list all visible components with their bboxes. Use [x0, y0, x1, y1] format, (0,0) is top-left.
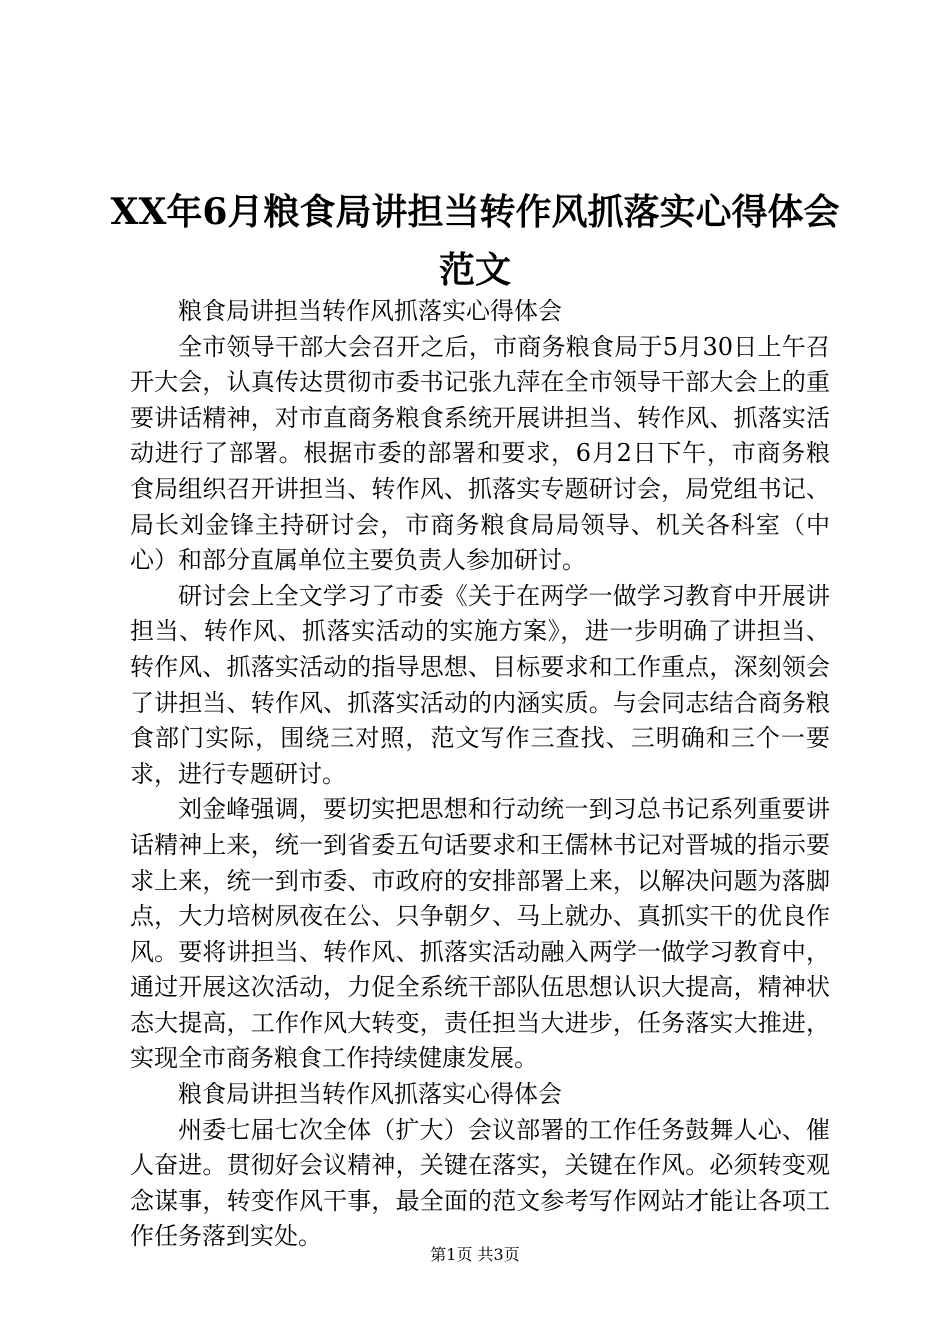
section-heading-1: 粮食局讲担当转作风抓落实心得体会 [178, 297, 562, 325]
paragraph-plenary-session: 州委七届七次全体（扩大）会议部署的工作任务鼓舞人心、催人奋进。贯彻好会议精神，关键在落实，关键在作风。必须转变观念谋事，转变作风干事，最全面的范文参考写作网站才能让各项工作任务落到实处。 [130, 1115, 830, 1251]
page-number-footer: 第1页 共3页 [430, 1245, 520, 1264]
document-title-line-2: 范文 [438, 249, 511, 291]
paragraph-meeting-summary: 全市领导干部大会召开之后，市商务粮食局于5月30日上午召开大会，认真传达贯彻市委书记张九萍在全市领导干部大会上的重要讲话精神，对市直商务粮食系统开展讲担当、转作风、抓落实活动进行了部署。根据市委的部署和要求，6月2日下午，市商务粮食局组织召开讲担当、转作风、抓落实专题研讨会，局党组书记、局长刘金锋主持研讨会，市商务粮食局局领导、机关各科室（中心）和部分直属单位主要负责人参加研讨。 [130, 332, 830, 575]
document-body [130, 294, 830, 1255]
paragraph-seminar-study: 研讨会上全文学习了市委《关于在两学一做学习教育中开展讲担当、转作风、抓落实活动的实施方案》，进一步明确了讲担当、转作风、抓落实活动的指导思想、目标要求和工作重点，深刻领会了讲担当、转作风、抓落实活动的内涵实质。与会同志结合商务粮食部门实际，围绕三对照，范文写作三查找、三明确和三个一要求，进行专题研讨。 [130, 581, 830, 788]
paragraph-emphasis: 刘金峰强调，要切实把思想和行动统一到习总书记系列重要讲话精神上来，统一到省委五句话要求和王儒林书记对晋城的指示要求上来，统一到市委、市政府的安排部署上来，以解决问题为落脚点，大力培树夙夜在公、只争朝夕、马上就办、真抓实干的优良作风。要将讲担当、转作风、抓落实活动融入两学一做学习教育中，通过开展这次活动，力促全系统干部队伍思想认识大提高，精神状态大提高，工作作风大转变，责任担当大进步，任务落实大推进，实现全市商务粮食工作持续健康发展。 [130, 795, 830, 1073]
document-title-line-1: XX年6月粮食局讲担当转作风抓落实心得体会 [110, 191, 840, 233]
section-heading-2: 粮食局讲担当转作风抓落实心得体会 [178, 1080, 562, 1109]
